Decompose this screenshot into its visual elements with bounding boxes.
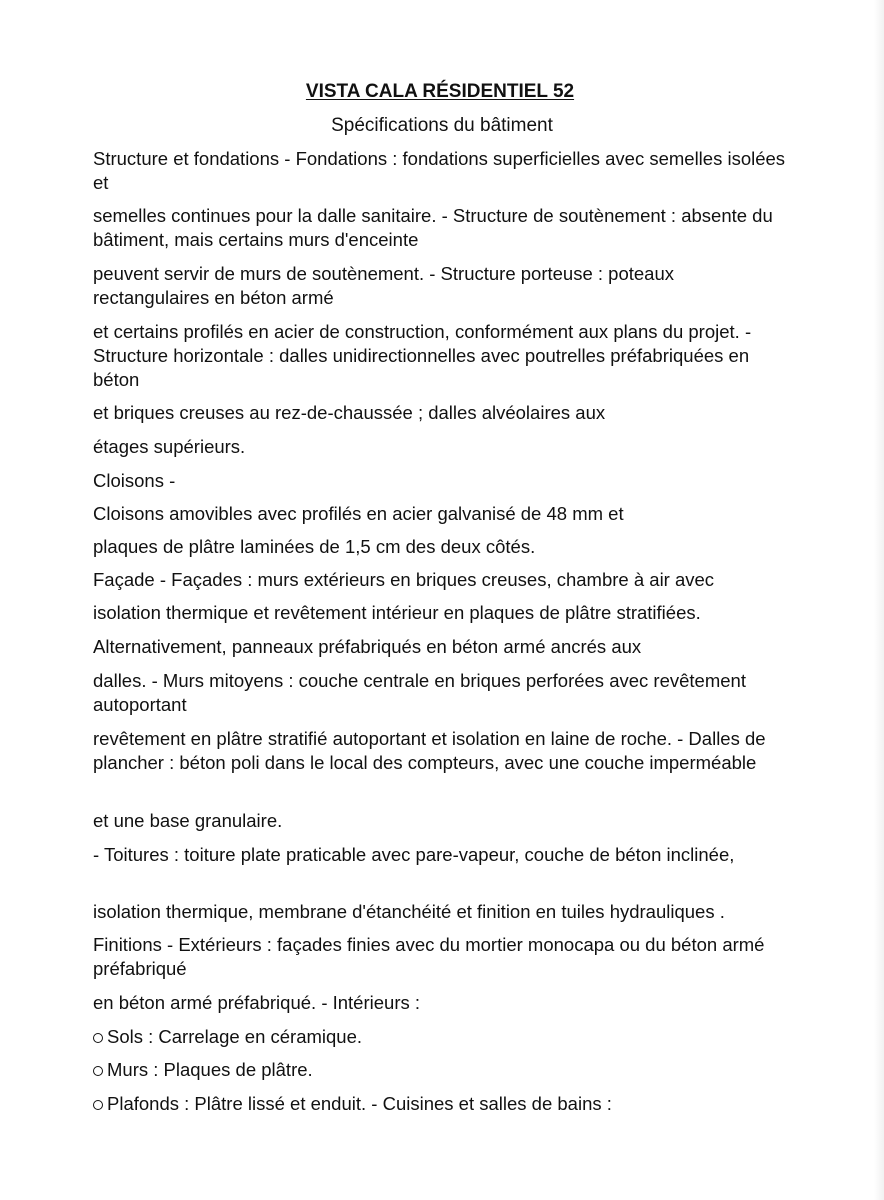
hollow-circle-bullet-icon — [93, 1100, 103, 1110]
paragraph: isolation thermique, membrane d'étanchéité et finition en tuiles hydrauliques . — [93, 901, 725, 922]
paragraph: en béton armé préfabriqué. - Intérieurs : — [93, 992, 421, 1013]
page-edge — [874, 0, 884, 1200]
paragraph: Cloisons - — [93, 470, 176, 491]
paragraph: étages supérieurs. — [93, 436, 246, 457]
hollow-circle-bullet-icon — [93, 1066, 103, 1076]
paragraph: et certains profilés en acier de construction, conformément aux plans du projet. - Structure horizontale : dalles unidirectionnelles avec poutrelles préfabriquées en béton — [93, 321, 752, 390]
bullet-text: Plafonds : Plâtre lissé et enduit. - Cuisines et salles de bains : — [107, 1093, 612, 1114]
paragraph: semelles continues pour la dalle sanitaire. - Structure de soutènement : absente du bâtiment, mais certains murs d'enceinte — [93, 205, 773, 250]
paragraph: et briques creuses au rez-de-chaussée ; dalles alvéolaires aux — [93, 402, 606, 423]
paragraph: et une base granulaire. — [93, 810, 283, 831]
bullet-item — [93, 1092, 793, 1116]
bullet-item — [93, 1058, 793, 1082]
bullet-text: Murs : Plaques de plâtre. — [107, 1059, 313, 1080]
document-subtitle: Spécifications du bâtiment — [331, 115, 553, 136]
paragraph: isolation thermique et revêtement intérieur en plaques de plâtre stratifiées. — [93, 602, 701, 623]
paragraph: Structure et fondations - Fondations : fondations superficielles avec semelles isolées et — [93, 148, 786, 193]
paragraph: Cloisons amovibles avec profilés en acier galvanisé de 48 mm et — [93, 503, 624, 524]
document-title: VISTA CALA RÉSIDENTIEL 52 — [305, 81, 575, 102]
paragraph: - Toitures : toiture plate praticable avec pare-vapeur, couche de béton inclinée, — [93, 844, 735, 865]
paragraph: Alternativement, panneaux préfabriqués en béton armé ancrés aux — [93, 636, 642, 657]
hollow-circle-bullet-icon — [93, 1033, 103, 1043]
bullet-text: Sols : Carrelage en céramique. — [107, 1026, 363, 1047]
paragraph: dalles. - Murs mitoyens : couche centrale en briques perforées avec revêtement autoportant — [93, 670, 746, 715]
paragraph: Finitions - Extérieurs : façades finies avec du mortier monocapa ou du béton armé préfabriqué — [93, 934, 765, 979]
paragraph: Façade - Façades : murs extérieurs en briques creuses, chambre à air avec — [93, 569, 715, 590]
paragraph: peuvent servir de murs de soutènement. - Structure porteuse : poteaux rectangulaires en béton armé — [93, 263, 675, 308]
paragraph: plaques de plâtre laminées de 1,5 cm des deux côtés. — [93, 536, 536, 557]
bullet-item — [93, 1025, 793, 1049]
paragraph: revêtement en plâtre stratifié autoportant et isolation en laine de roche. - Dalles de plancher : béton poli dans le local des compteurs, avec une couche imperméable — [93, 728, 766, 773]
